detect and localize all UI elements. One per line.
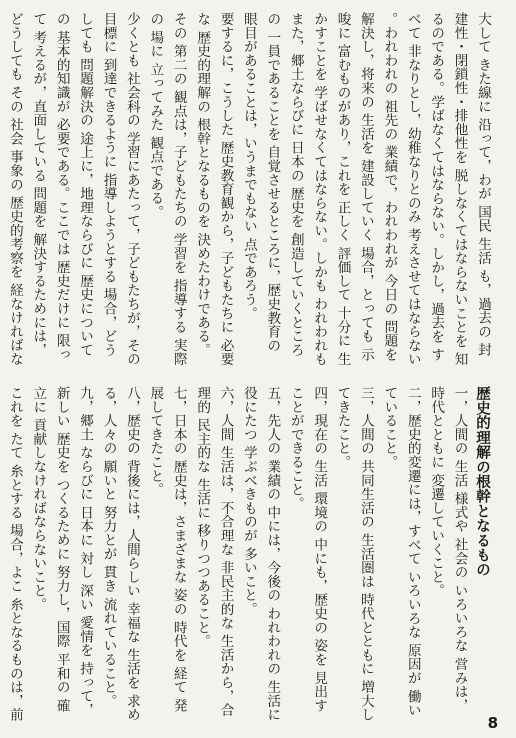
list-item-2: 二，歴史的変遷には，すべて いろいろな 原因が 働いていること。	[381, 386, 421, 717]
paragraph-1: 大して きた線に 沿って，わが 国民 生活 も，過去の 封建性・閉鎖性・排他性を 脱しなくてはならないことを 知るのである。学ばなくてはならない。しかし，過去を すべて 非なりとし，幼稚なりとのみ 考えさせてはならない。われわれの 祖先の 業績で，われわれが 今日の 問題を 解決し，将来の 生活を 建設していく 場合，とっても 示唆に 富むものがあり，これを 正しく 評価して 十分に 生かすことを 学ばせなくてはならない。しかも われわれもまた，郷土ならびに 日本の 歴史を 創造していくところの 一員であることを 自覚させるところに，歴史教育の 眼目があることは，いうまでもない 点であろう。	[240, 12, 491, 367]
paragraph-4: 少くとも 社会科の 学習にあたって，子どもたちが，その 目標に 到達できるように 指導しようとする 場合，どうしても 問題解決の 途上に，地理ならびに 歴史についての 基本的知識が 必要である。ここでは 歴史だけに 限って 考えるが，直面している 問題を 解決するためには，どうしても その 社会 事象の 歴史的考察を 経なければな	[6, 12, 140, 367]
list-item-6: 六，人間 生活は，不合理な 非民主的な 生活から，合理的 民主的な 生活に 移りつつあること。	[194, 386, 234, 717]
paragraph-3: その 第二の 観点は，子どもたちの 学習を 指導する 実際の 場に 立ってみた 観点である。	[147, 12, 187, 366]
lower-text-block	[6, 386, 494, 727]
list-item-1: 一，人間の 生活 様式や 社会の いろいろな 営みは，時代とともに 変遷していくこと。	[428, 386, 468, 713]
list-item-7: 七，日本の 歴史は，さまざまな 姿の 時代を 経て 発展してきたこと。	[147, 386, 187, 713]
list-item-5: 五，先人の 業績の 中には，今後の われわれの 生活に 役にたつ 学ぶべきものが 多いこと。	[240, 386, 281, 727]
upper-text-block	[6, 12, 494, 368]
paragraph-2: 要するに，こうした 歴史教育観から，子どもたちに 必要な 歴史的理解の 根幹となるものを 決めたわけである。	[194, 12, 234, 367]
list-item-4: 四，現在の 生活 環境の 中にも，歴史の 姿を 見出すことができること。	[287, 386, 328, 713]
list-item-9: 九，郷土 ならびに 日本に 対し 深い 愛情を 持って，新しい 歴史を つくるために 努力し，国際 平和の 確立に 貢献しなければならないこと。	[30, 386, 94, 717]
page-number: 8	[487, 714, 498, 732]
closing-paragraph: これを たて 糸とする 場合，よこ 糸となるものは，前	[6, 386, 23, 722]
list-item-3: 三，人間の 共同生活の 生活圏は 時代とともに 増大してきたこと。	[334, 386, 374, 722]
section-heading: 歴史的理解の根幹となるもの	[474, 386, 491, 578]
list-item-8: 八，歴史の 背後には，人間らしい 幸福な 生活を 求める，人々の 願いと 努力とが 貫き 流れていること。	[100, 386, 140, 722]
